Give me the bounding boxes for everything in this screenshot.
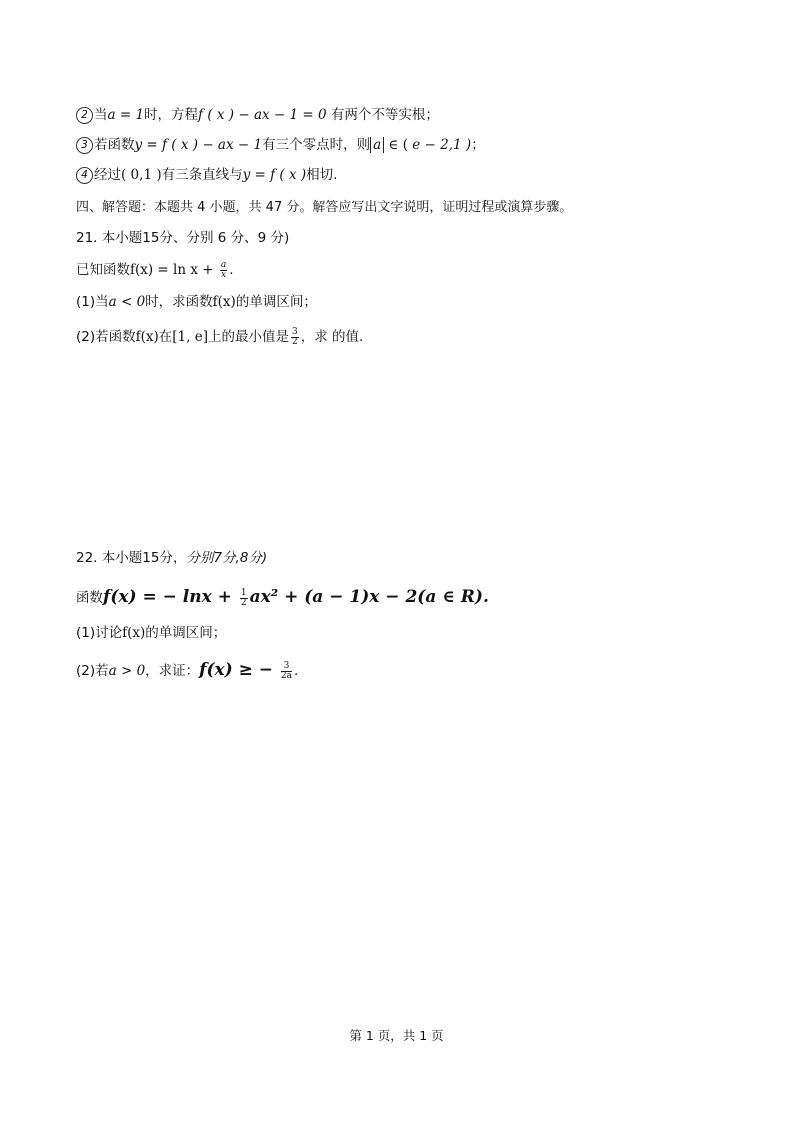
item3-text-3: ； [471, 137, 485, 153]
item2-condition: a = 1 [107, 107, 145, 123]
q22-p2-fraction [281, 662, 292, 681]
q22-header-a: 22. 本小题15分， [76, 550, 187, 566]
q22-p1-text-2: 的单调区间； [145, 625, 227, 641]
q22-p2-text-2: ，求证： [145, 663, 200, 679]
q21-part-2 [76, 327, 363, 347]
q22-p2-text-3: . [294, 663, 299, 679]
q21-p2-text-2: 在 [158, 329, 173, 345]
q22-part-2 [76, 658, 298, 683]
item4-point: ( 0,1 ) [121, 167, 162, 183]
q22-p1-fx: f(x) [122, 625, 146, 641]
option-item-4 [76, 165, 337, 185]
q22-p2-text-1: 若 [95, 663, 109, 679]
q22-p2-fraction-numerator: 3 [281, 662, 292, 672]
page-footer: 第 1 页，共 1 页 [349, 1028, 444, 1043]
item4-text-3: 相切. [306, 167, 338, 183]
item3-in: ∈ ( [384, 137, 413, 153]
item3-abs-a: a [370, 137, 384, 153]
q21-p1-text-1: 当 [95, 294, 109, 310]
item2-text-1: 当 [94, 107, 108, 123]
q22-p2-fx: f(x) ≥ − [199, 660, 279, 680]
q21-fraction-numerator: a [220, 259, 227, 270]
q21-p2-interval: [1, e] [172, 329, 208, 345]
q21-p1-condition: a < 0 [108, 294, 146, 310]
q21-p2-fraction-denominator: 2 [291, 336, 298, 347]
q22-fraction [240, 589, 248, 608]
q22-p2-label: (2) [76, 663, 96, 679]
q21-header: 21. 本小题15分、分别 6 分、9 分) [76, 230, 290, 246]
q22-function-expression: f(x) = − lnx + [103, 587, 238, 607]
q22-header [76, 548, 267, 568]
q21-fraction-denominator: x [221, 269, 227, 280]
q21-p1-text-3: 的单调区间； [235, 294, 317, 310]
q22-p2-condition: a > 0 [108, 663, 146, 679]
q21-p1-label: (1) [76, 294, 96, 310]
item4-equation: y = f ( x ) [242, 167, 307, 183]
q22-header-b: 分别7分,8分) [186, 550, 268, 566]
item3-text-1: 若函数 [94, 137, 135, 153]
q22-part-1 [76, 623, 226, 643]
item2-text-3: 有两个不等实根； [326, 107, 439, 123]
q21-stmt-suffix: . [229, 262, 234, 278]
item2-text-2: 时，方程 [144, 107, 199, 123]
q21-stmt-prefix: 已知函数 [76, 262, 130, 278]
q21-p2-text-3: 上的最小值是 [207, 329, 289, 345]
circled-number-2: 2 [76, 107, 93, 124]
q21-p1-text-2: 时，求函数 [145, 294, 213, 310]
circled-number-3: 3 [76, 137, 93, 154]
q22-p1-label: (1) [76, 625, 96, 641]
q22-function-rest: ax² + (a − 1)x − 2(a ∈ R). [249, 587, 489, 607]
q22-stmt-prefix: 函数 [76, 590, 103, 606]
q21-p1-fx: f(x) [212, 294, 236, 310]
item4-text-1: 经过 [94, 167, 121, 183]
q22-fraction-numerator: 1 [240, 587, 247, 598]
q21-p2-fraction [291, 328, 299, 347]
section-heading: 四、解答题：本题共 4 小题，共 47 分。解答应写出文字说明，证明过程或演算步骤。 [76, 200, 573, 215]
option-item-2 [76, 105, 439, 125]
circled-number-4: 4 [76, 167, 93, 184]
item3-equation: y = f ( x ) − ax − 1 [134, 137, 263, 153]
q21-p2-text-4: ，求 的值. [300, 329, 364, 345]
item3-range: e − 2,1 ) [412, 137, 472, 153]
q21-part-1 [76, 292, 317, 312]
q21-p2-text-1: 若函数 [95, 329, 136, 345]
item3-text-2: 有三个零点时，则 [262, 137, 371, 153]
q22-p1-text-1: 讨论 [95, 625, 123, 641]
option-item-3 [76, 135, 485, 155]
q22-statement [76, 585, 489, 610]
q21-function-expression: f(x) = ln x + [130, 262, 218, 278]
q21-fraction [220, 261, 227, 280]
q21-p2-fx: f(x) [135, 329, 159, 345]
q21-statement [76, 260, 234, 280]
item4-text-2: 有三条直线与 [161, 167, 243, 183]
q22-fraction-denominator: 2 [240, 597, 247, 608]
q21-p2-label: (2) [76, 329, 96, 345]
item2-equation: f ( x ) − ax − 1 = 0 [198, 107, 327, 123]
q22-p2-fraction-denominator: 2a [280, 670, 293, 681]
q21-p2-fraction-numerator: 3 [291, 326, 298, 337]
